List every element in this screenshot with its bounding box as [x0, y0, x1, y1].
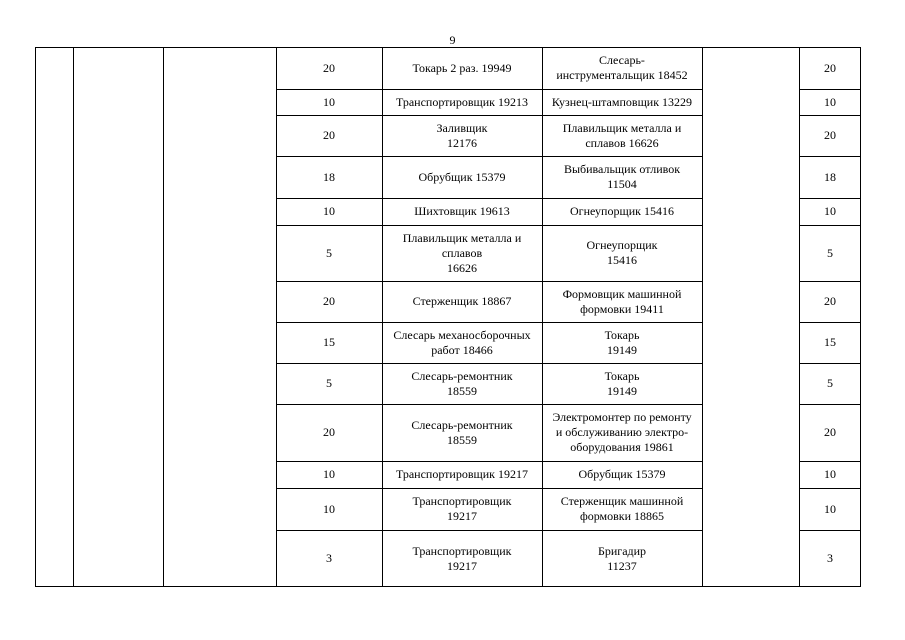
- cell-to-profession: Обрубщик 15379: [578, 467, 666, 481]
- cell-to-profession: Огнеупорщик 15416: [586, 238, 658, 267]
- cell-quantity: 3: [326, 551, 332, 565]
- cell-result: 15: [824, 335, 836, 349]
- cell-quantity: 20: [323, 60, 335, 75]
- cell-result: 10: [824, 204, 836, 218]
- cell-quantity: 20: [323, 128, 335, 142]
- cell-result: 20: [824, 60, 836, 75]
- cell-from-profession: Транспортировщик 19217: [412, 494, 512, 523]
- cell-quantity: 5: [326, 245, 332, 260]
- cell-from-profession: Транспортировщик 19213: [395, 94, 529, 109]
- cell-to-profession: Плавильщик металла и сплавов 16626: [562, 120, 682, 150]
- column-divider: [702, 47, 703, 587]
- cell-to-profession: Выбивальщик отливок 11504: [563, 162, 681, 191]
- cell-quantity: 15: [323, 335, 335, 349]
- cell-from-profession: Заливщик 12176: [436, 120, 488, 150]
- cell-from-profession: Шихтовщик 19613: [414, 204, 510, 218]
- cell-from-profession: Слесарь-ремонтник 18559: [411, 368, 513, 398]
- cell-from-profession: Токарь 2 раз. 19949: [412, 60, 512, 75]
- cell-from-profession: Транспортировщик 19217: [395, 467, 529, 481]
- cell-to-profession: Стерженщик машинной формовки 18865: [560, 494, 684, 523]
- cell-from-profession: Транспортировщик 19217: [412, 543, 512, 573]
- cell-result: 10: [824, 94, 836, 109]
- cell-to-profession: Огнеупорщик 15416: [570, 204, 674, 218]
- cell-quantity: 10: [323, 467, 335, 481]
- cell-from-profession: Слесарь-ремонтник 18559: [411, 417, 513, 447]
- cell-to-profession: Электромонтер по ремонту и обслуживанию электро- оборудования 19861: [552, 410, 692, 454]
- cell-quantity: 5: [326, 376, 332, 390]
- cell-from-profession: Слесарь механосборочных работ 18466: [393, 327, 531, 357]
- cell-result: 20: [824, 425, 836, 439]
- cell-result: 5: [827, 376, 833, 390]
- page-number: 9: [449, 33, 456, 47]
- cell-result: 10: [824, 501, 836, 516]
- cell-quantity: 20: [323, 425, 335, 439]
- cell-from-profession: Плавильщик металла и сплавов 16626: [402, 230, 522, 275]
- cell-result: 20: [824, 294, 836, 308]
- cell-to-profession: Бригадир 11237: [597, 543, 647, 573]
- cell-to-profession: Токарь 19149: [604, 368, 640, 398]
- column-divider: [163, 47, 164, 587]
- cell-quantity: 20: [323, 294, 335, 308]
- column-divider: [35, 47, 36, 587]
- cell-quantity: 18: [323, 169, 335, 184]
- cell-to-profession: Токарь 19149: [604, 327, 640, 357]
- cell-from-profession: Стерженщик 18867: [412, 294, 512, 308]
- cell-result: 5: [827, 245, 833, 260]
- cell-result: 3: [827, 551, 833, 565]
- cell-result: 10: [824, 467, 836, 481]
- cell-to-profession: Слесарь- инструментальщик 18452: [556, 53, 688, 82]
- cell-to-profession: Формовщик машинной формовки 19411: [562, 286, 682, 316]
- cell-result: 18: [824, 169, 836, 184]
- cell-to-profession: Кузнец-штамповщик 13229: [551, 94, 693, 109]
- cell-from-profession: Обрубщик 15379: [418, 169, 506, 184]
- cell-quantity: 10: [323, 501, 335, 516]
- cell-quantity: 10: [323, 94, 335, 109]
- cell-quantity: 10: [323, 204, 335, 218]
- column-divider: [73, 47, 74, 587]
- cell-result: 20: [824, 128, 836, 142]
- staff-transfer-table: [35, 47, 861, 587]
